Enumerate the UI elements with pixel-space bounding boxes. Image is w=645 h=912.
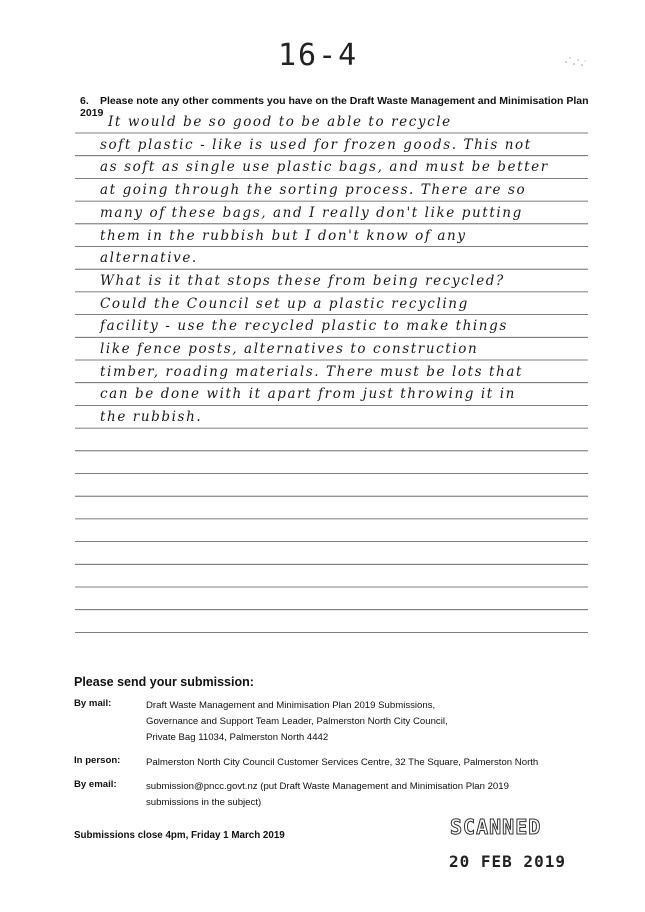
handwritten-line: alternative.	[100, 250, 198, 267]
page-number: 16-4	[278, 38, 359, 73]
in-person-line: Palmerston North City Council Customer Services Centre, 32 The Square, Palmerston North	[146, 757, 539, 768]
handwritten-line: many of these bags, and I really don't like putting	[100, 204, 523, 221]
email-label: By email:	[74, 779, 117, 790]
handwritten-line: the rubbish.	[100, 409, 203, 426]
handwritten-line: soft plastic - like is used for frozen goods. This not	[100, 136, 532, 153]
handwritten-line: Could the Council set up a plastic recycling	[100, 295, 469, 312]
date-stamp: 20 FEB 2019	[449, 852, 566, 871]
handwritten-line: at going through the sorting process. There are so	[100, 182, 527, 199]
handwritten-line: them in the rubbish but I don't know of any	[100, 227, 467, 244]
mail-line: Private Bag 11034, Palmerston North 4442	[146, 732, 329, 743]
in-person-address	[146, 755, 566, 771]
submission-heading: Please send your submission:	[74, 675, 254, 689]
in-person-label: In person:	[74, 755, 121, 766]
email-line: submission@pncc.govt.nz (put Draft Waste Management and Minimisation Plan 2019	[146, 781, 509, 792]
handwritten-line: can be done with it apart from just throwing it in	[100, 386, 516, 403]
handwritten-line: timber, roading materials. There must be lots that	[100, 363, 524, 380]
mail-line: Draft Waste Management and Minimisation Plan 2019 Submissions,	[146, 700, 436, 711]
question-number: 6.	[80, 95, 89, 107]
handwritten-line: like fence posts, alternatives to construction	[100, 341, 479, 357]
scanned-stamp: SCANNED	[450, 815, 542, 839]
mail-line: Governance and Support Team Leader, Palmerston North City Council,	[146, 716, 448, 727]
mail-label: By mail:	[74, 698, 112, 709]
handwritten-line: facility - use the recycled plastic to make things	[100, 318, 508, 335]
email-line: submissions in the subject)	[146, 797, 262, 808]
mail-address	[146, 698, 566, 746]
handwritten-line: What is it that stops these from being recycled?	[100, 272, 505, 289]
handwritten-line: as soft as single use plastic bags, and must be better	[100, 159, 549, 176]
handwritten-line: It would be so good to be able to recycle	[108, 114, 452, 130]
question-text: Please note any other comments you have on the Draft Waste Management and Minimisation Plan 2019	[80, 95, 589, 119]
closing-note: Submissions close 4pm, Friday 1 March 2019	[74, 830, 285, 841]
email-details	[146, 779, 566, 811]
